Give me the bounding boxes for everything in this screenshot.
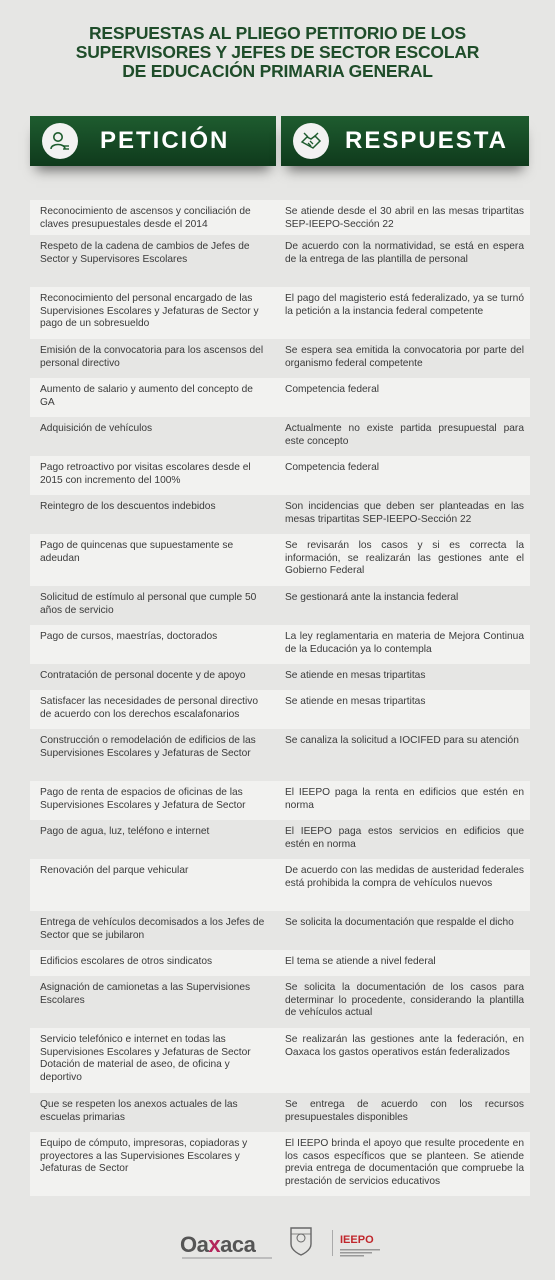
peticion-cell: Asignación de camionetas a las Supervisiones Escolares xyxy=(40,982,251,1006)
respuesta-cell: El IEEPO paga estos servicios en edificios que estén en norma xyxy=(285,826,524,850)
table-row xyxy=(30,690,530,729)
table-row xyxy=(30,820,530,859)
table-row xyxy=(30,287,530,339)
table-row xyxy=(30,534,530,586)
peticion-cell: Edificios escolares de otros sindicatos xyxy=(40,956,213,967)
table-row xyxy=(30,495,530,534)
respuesta-cell: El IEEPO paga la renta en edificios que estén en norma xyxy=(285,787,524,811)
respuesta-cell: El IEEPO brinda el apoyo que resulte procedente en los casos específicos que se planteen. Se atiende previa entrega de documentación que compruebe la prestación de servicios educativos xyxy=(285,1138,524,1187)
respuesta-cell: Se entrega de acuerdo con los recursos presupuestales disponibles xyxy=(285,1099,524,1123)
respuesta-cell: Se espera sea emitida la convocatoria por parte del organismo federal competente xyxy=(285,345,524,369)
peticion-cell: Satisfacer las necesidades de personal directivo de acuerdo con los derechos escalafonarios xyxy=(40,696,259,720)
peticion-cell: Solicitud de estímulo al personal que cumple 50 años de servicio xyxy=(40,592,257,616)
table-row xyxy=(30,729,530,781)
peticion-cell: Emisión de la convocatoria para los ascensos del personal directivo xyxy=(40,345,264,369)
table-row xyxy=(30,586,530,625)
table-row xyxy=(30,625,530,664)
oaxaca-logo: Oaxaca xyxy=(180,1232,256,1257)
table-row xyxy=(30,664,530,690)
respuesta-cell: De acuerdo con la normatividad, se está en espera de la entrega de las plantilla de personal xyxy=(285,241,524,265)
peticion-cell: Equipo de cómputo, impresoras, copiadoras y proyectores a las Supervisiones Escolares y Jefaturas de Sector xyxy=(40,1138,248,1174)
respuesta-cell: Competencia federal xyxy=(285,384,380,395)
table-row xyxy=(30,1028,530,1093)
table-row xyxy=(30,781,530,820)
peticion-cell: Pago de renta de espacios de oficinas de las Supervisiones Escolares y Jefatura de Sector xyxy=(40,787,246,811)
peticion-cell: Servicio telefónico e internet en todas las Supervisiones Escolares y Jefaturas de Sector Dotación de material de aseo, de oficina y deportivo xyxy=(40,1034,251,1083)
title-line-3: DE EDUCACIÓN PRIMARIA GENERAL xyxy=(122,61,433,81)
respuesta-header xyxy=(281,116,529,166)
oaxaca-logo-underline xyxy=(182,1257,272,1259)
respuesta-cell: Actualmente no existe partida presupuestal para este concepto xyxy=(285,423,524,447)
person-icon xyxy=(42,123,78,159)
respuesta-cell: Se canaliza la solicitud a IOCIFED para su atención xyxy=(285,735,519,746)
table-row xyxy=(30,1132,530,1196)
respuesta-cell: Se atiende desde el 30 abril en las mesas tripartitas SEP-IEEPO-Sección 22 xyxy=(285,206,524,230)
handshake-icon xyxy=(293,123,329,159)
respuesta-cell: El tema se atiende a nivel federal xyxy=(285,956,436,967)
ieepo-logo-subtext xyxy=(340,1248,380,1259)
peticion-label: PETICIÓN xyxy=(100,127,230,154)
peticion-cell: Pago retroactivo por visitas escolares desde el 2015 con incremento del 100% xyxy=(40,462,251,486)
respuesta-cell: La ley reglamentaria en materia de Mejora Continua de la Educación ya lo contempla xyxy=(285,631,524,655)
logo-divider xyxy=(332,1230,333,1256)
table-row xyxy=(30,235,530,287)
table-row xyxy=(30,859,530,911)
peticion-header xyxy=(30,116,276,166)
respuesta-cell: Se realizarán las gestiones ante la federación, en Oaxaca los gastos operativos están federalizados xyxy=(285,1034,524,1058)
title-line-1: RESPUESTAS AL PLIEGO PETITORIO DE LOS xyxy=(88,23,466,43)
peticion-cell: Construcción o remodelación de edificios de las Supervisiones Escolares y Jefaturas de Sector xyxy=(40,735,256,759)
peticion-cell: Entrega de vehículos decomisados a los Jefes de Sector que se jubilaron xyxy=(40,917,265,941)
peticion-cell: Adquisición de vehículos xyxy=(40,423,153,434)
peticion-cell: Pago de quincenas que supuestamente se adeudan xyxy=(40,540,234,564)
peticion-cell: Reconocimiento del personal encargado de las Supervisiones Escolares y Jefaturas de Sector y pago de un sobresueldo xyxy=(40,293,259,329)
peticion-respuesta-table xyxy=(30,200,530,1196)
title-line-2: SUPERVISORES Y JEFES DE SECTOR ESCOLAR xyxy=(75,42,480,62)
respuesta-cell: Son incidencias que deben ser planteadas en las mesas tripartitas SEP-IEEPO-Sección 22 xyxy=(285,501,524,525)
table-row xyxy=(30,950,530,976)
peticion-cell: Pago de cursos, maestrías, doctorados xyxy=(40,631,218,642)
footer-logos xyxy=(0,1222,555,1262)
respuesta-cell: Se atiende en mesas tripartitas xyxy=(285,696,426,707)
table-row xyxy=(30,976,530,1028)
respuesta-cell: De acuerdo con las medidas de austeridad federales está prohibida la compra de vehículos nuevos xyxy=(285,865,524,889)
peticion-cell: Reconocimiento de ascensos y conciliación de claves presupuestales desde el 2014 xyxy=(40,206,251,230)
peticion-cell: Reintegro de los descuentos indebidos xyxy=(40,501,216,512)
respuesta-cell: El pago del magisterio está federalizado, ya se turnó la petición a la instancia federal competente xyxy=(285,293,524,317)
respuesta-cell: Se atiende en mesas tripartitas xyxy=(285,670,426,681)
respuesta-cell: Se solicita la documentación de los casos para determinar lo procedente, considerando la plantilla de vehículos actual xyxy=(285,982,524,1018)
table-row xyxy=(30,200,530,235)
ieepo-logo: IEEPO xyxy=(340,1234,374,1246)
peticion-cell: Que se respeten los anexos actuales de las escuelas primarias xyxy=(40,1099,238,1123)
table-row xyxy=(30,378,530,417)
respuesta-label: RESPUESTA xyxy=(345,127,508,154)
table-row xyxy=(30,456,530,495)
table-row xyxy=(30,1093,530,1132)
respuesta-cell: Se revisarán los casos y si es correcta la información, se realizarán las gestiones ante el Gobierno Federal xyxy=(285,540,524,576)
table-row xyxy=(30,339,530,378)
peticion-cell: Pago de agua, luz, teléfono e internet xyxy=(40,826,210,837)
respuesta-cell: Se gestionará ante la instancia federal xyxy=(285,592,459,603)
state-seal-icon xyxy=(288,1224,314,1263)
peticion-cell: Renovación del parque vehicular xyxy=(40,865,189,876)
peticion-cell: Contratación de personal docente y de apoyo xyxy=(40,670,246,681)
peticion-cell: Aumento de salario y aumento del concepto de GA xyxy=(40,384,253,408)
table-row xyxy=(30,911,530,950)
respuesta-cell: Se solicita la documentación que respalde el dicho xyxy=(285,917,514,928)
table-row xyxy=(30,417,530,456)
page-title xyxy=(0,24,555,81)
peticion-cell: Respeto de la cadena de cambios de Jefes de Sector y Supervisores Escolares xyxy=(40,241,250,265)
respuesta-cell: Competencia federal xyxy=(285,462,380,473)
